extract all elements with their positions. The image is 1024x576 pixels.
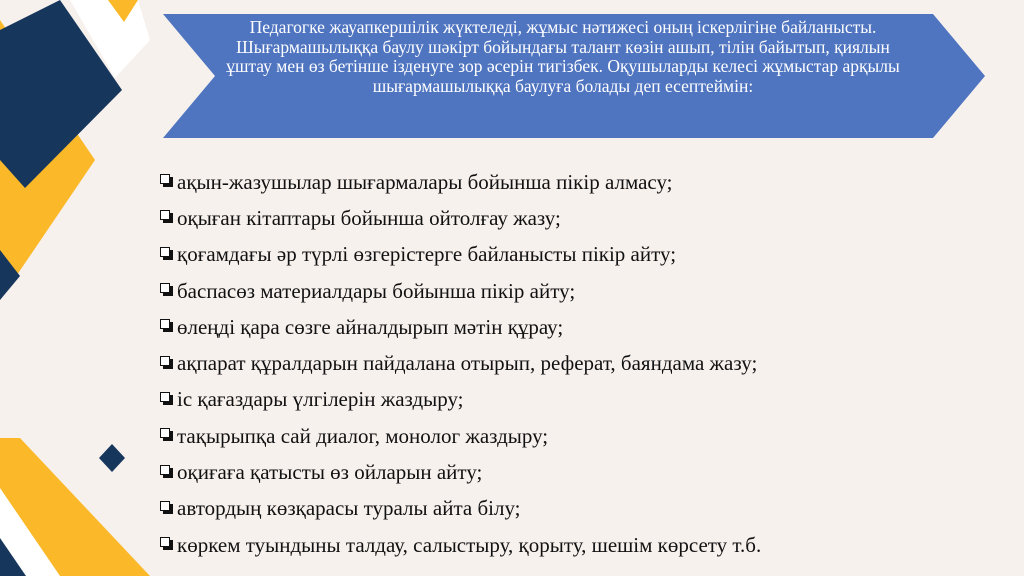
checkbox-bullet-icon [160, 392, 174, 406]
list-item [160, 345, 1000, 381]
list-item [160, 454, 1000, 490]
bullet-list [160, 164, 1000, 563]
list-item-text: іс қағаздары үлгілерін жаздыру; [177, 387, 464, 412]
list-item-text: ақпарат құралдарын пайдалана отырып, реферат, баяндама жазу; [177, 351, 758, 376]
small-navy-diamond [99, 444, 125, 472]
checkbox-bullet-icon [160, 465, 174, 479]
list-item [160, 527, 1000, 563]
checkbox-bullet-icon [160, 283, 174, 297]
list-item-text: оқыған кітаптары бойынша ойтолғау жазу; [177, 205, 561, 230]
list-item [160, 309, 1000, 345]
list-item-text: оқиғаға қатысты өз ойларын айту; [177, 460, 483, 485]
banner-text: Педагогке жауапкершілік жүктеледі, жұмыс нәтижесі оның іскерлігіне байланысты. Шығармашылыққа баулу шәкірт бойындағы талант көзін ашып, тілін байытып, қиялын ұштау мен өз бетінше ізденуге зор әсерін тигізбек. Оқушыларды келесі жұмыстар арқылы шығармашылыққа баулуға болады деп есептеймін: [226, 17, 900, 96]
checkbox-bullet-icon [160, 428, 174, 442]
checkbox-bullet-icon [160, 174, 174, 188]
list-item-text: автордың көзқарасы туралы айта білу; [177, 496, 521, 521]
list-item [160, 418, 1000, 454]
checkbox-bullet-icon [160, 210, 174, 224]
list-item [160, 200, 1000, 236]
checkbox-bullet-icon [160, 501, 174, 515]
checkbox-bullet-icon [160, 319, 174, 333]
header-banner [163, 14, 985, 138]
list-item [160, 164, 1000, 200]
list-item-text: қоғамдағы әр түрлі өзгерістерге байланысты пікір айту; [177, 242, 677, 267]
checkbox-bullet-icon [160, 247, 174, 261]
list-item-text: көркем туындыны талдау, салыстыру, қорыту, шешім көрсету т.б. [177, 532, 762, 557]
checkbox-bullet-icon [160, 356, 174, 370]
checkbox-bullet-icon [160, 537, 174, 551]
list-item-text: тақырыпқа сай диалог, монолог жаздыру; [177, 423, 549, 448]
list-item-text: баспасөз материалдары бойынша пікір айту; [177, 278, 576, 303]
list-item [160, 273, 1000, 309]
list-item [160, 491, 1000, 527]
list-item [160, 237, 1000, 273]
list-item-text: өлеңді қара сөзге айналдырып мәтін құрау; [177, 314, 564, 339]
list-item [160, 382, 1000, 418]
list-item-text: ақын-жазушылар шығармалары бойынша пікір алмасу; [177, 169, 673, 194]
